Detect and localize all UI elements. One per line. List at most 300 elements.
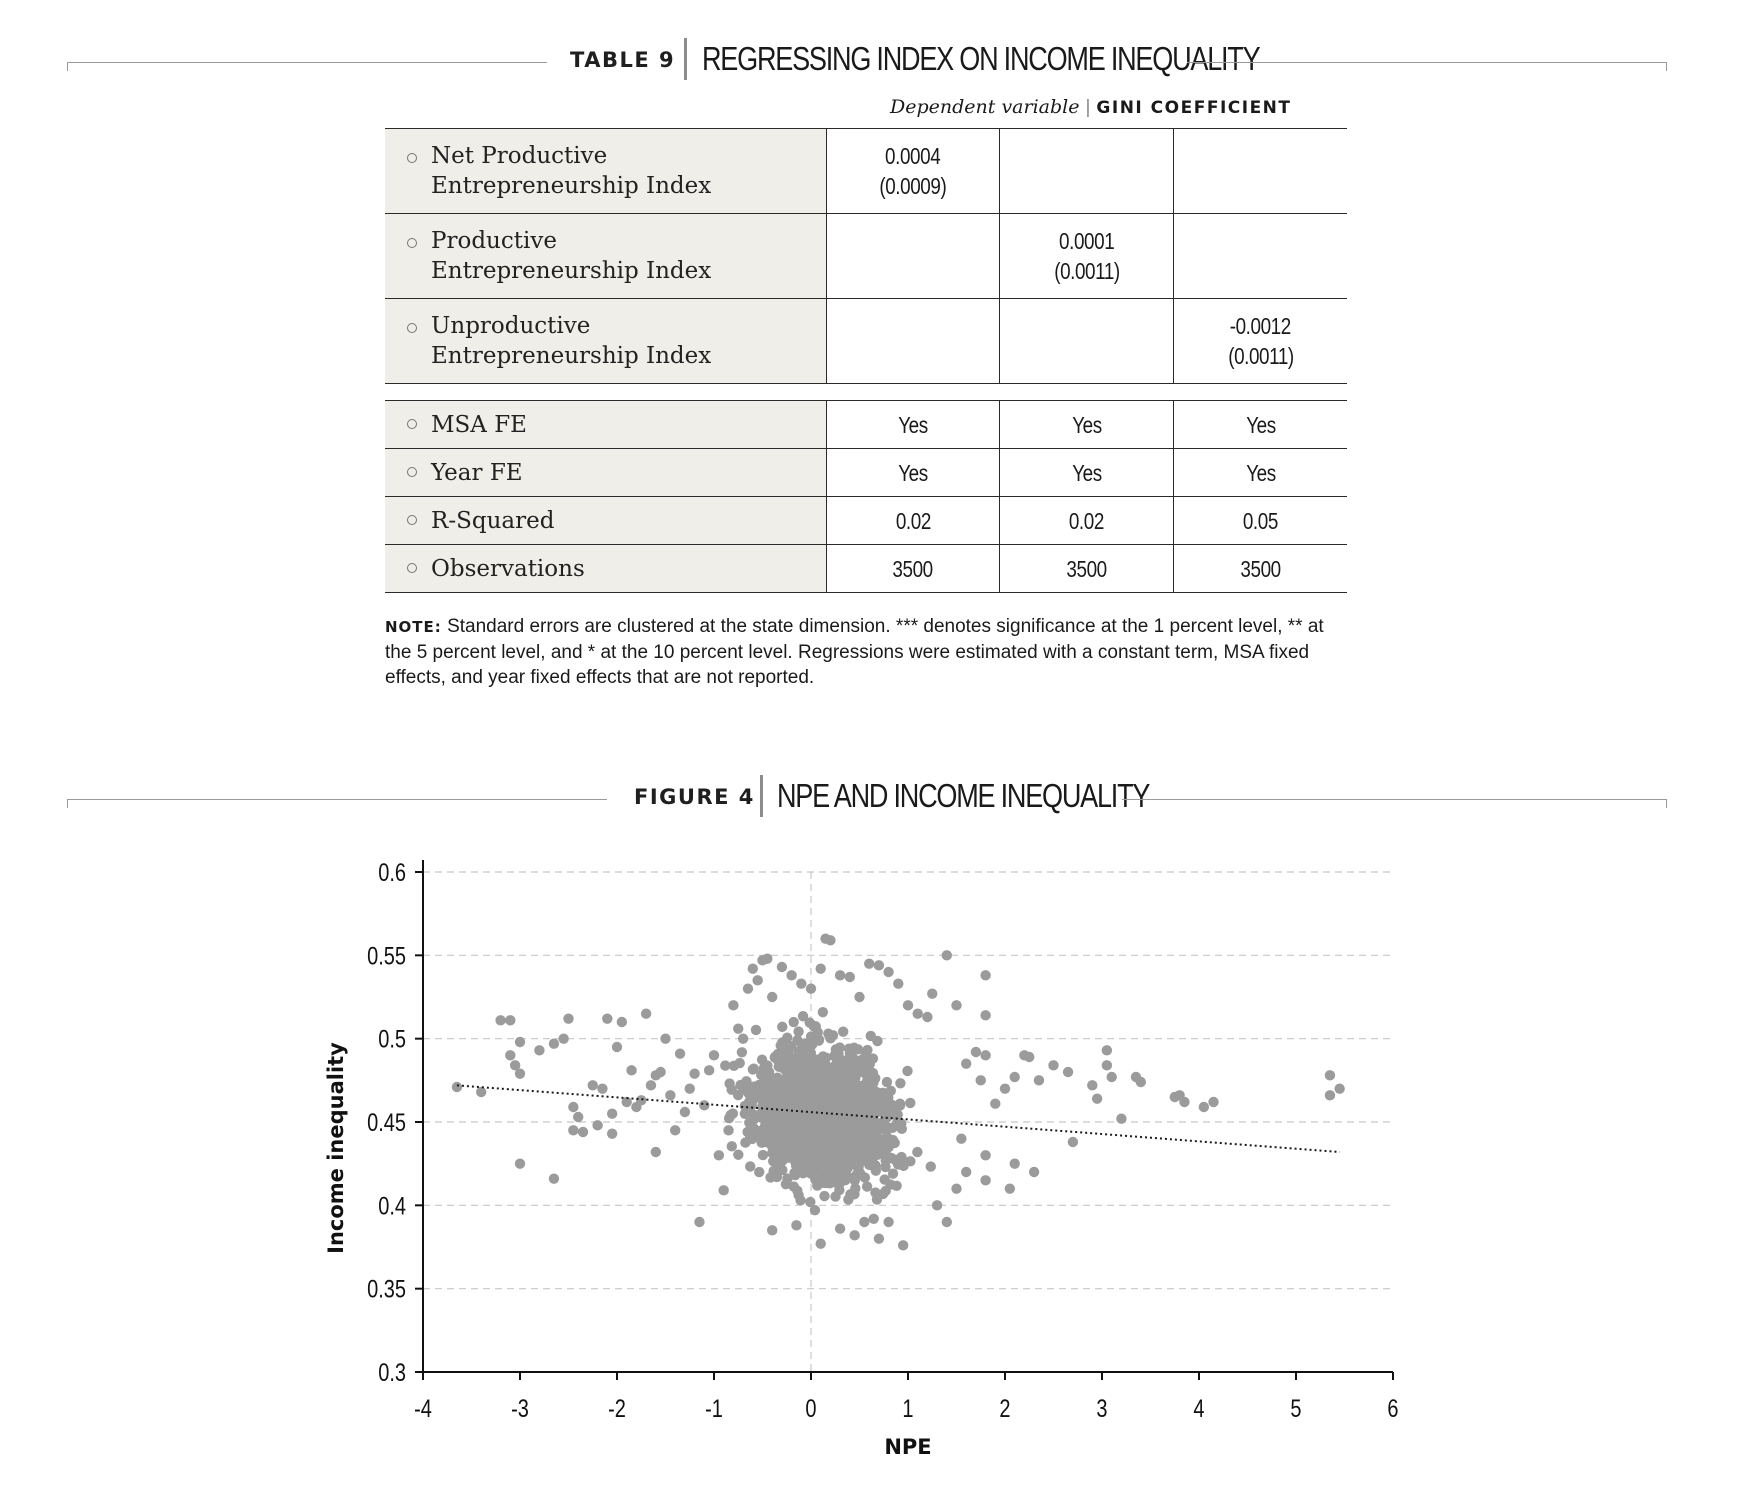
scatter-point [744, 1089, 754, 1099]
coefficient: 0.0001 [1059, 228, 1115, 254]
scatter-point [971, 1047, 981, 1057]
scatter-point [749, 1063, 759, 1073]
scatter-point [733, 1023, 743, 1033]
coef-cell [1000, 214, 1174, 299]
scatter-point [602, 1013, 612, 1023]
scatter-point [779, 1124, 789, 1134]
scatter-point [597, 1083, 607, 1093]
table-note [385, 614, 1345, 690]
scatter-point [748, 963, 758, 973]
scatter-point [568, 1125, 578, 1135]
header-divider [684, 38, 687, 80]
stat-value: 0.02 [895, 507, 931, 534]
scatter-point [1024, 1052, 1034, 1062]
stat-cell [1000, 401, 1174, 449]
scatter-point [727, 1141, 737, 1151]
scatter-point [807, 1064, 817, 1074]
coefficient: 0.0004 [885, 143, 941, 169]
header-rule-left [67, 799, 607, 800]
row-label [385, 311, 826, 371]
y-tick-label: 0.35 [367, 1275, 406, 1304]
y-tick-label: 0.3 [378, 1358, 406, 1387]
x-tick-label: -2 [608, 1394, 626, 1423]
scatter-point [770, 1146, 780, 1156]
coef-cell [826, 214, 1000, 299]
scatter-point [837, 1120, 847, 1130]
scatter-point [868, 1068, 878, 1078]
scatter-point [848, 1079, 858, 1089]
bullet-icon [407, 419, 417, 429]
scatter-point [912, 1147, 922, 1157]
y-tick-label: 0.4 [378, 1192, 406, 1220]
scatter-point [665, 1090, 675, 1100]
scatter-point [786, 970, 796, 980]
stat-value: 0.05 [1243, 507, 1279, 534]
standard-error: (0.0011) [1227, 343, 1294, 369]
scatter-point [1102, 1045, 1112, 1055]
scatter-point [777, 1075, 787, 1085]
row-label: Observations [431, 555, 585, 582]
scatter-point [723, 1125, 733, 1135]
scatter-point [980, 1150, 990, 1160]
scatter-point [680, 1107, 690, 1117]
stat-cell [826, 401, 1000, 449]
table-row [385, 299, 1347, 384]
stat-cell [826, 497, 1000, 545]
scatter-point [835, 1223, 845, 1233]
scatter-point [767, 1225, 777, 1235]
scatter-point [651, 1147, 661, 1157]
scatter-point [926, 1161, 936, 1171]
scatter-point [990, 1098, 1000, 1108]
scatter-point [762, 953, 772, 963]
scatter-point [1092, 1093, 1102, 1103]
scatter-point [549, 1173, 559, 1183]
table-row [385, 497, 1347, 545]
scatter-point [759, 1062, 769, 1072]
scatter-point [791, 1220, 801, 1230]
stat-value: 3500 [1240, 555, 1281, 582]
regression-table [385, 128, 1347, 593]
row-label-line1: Productive [431, 228, 557, 254]
scatter-point [886, 1086, 896, 1096]
row-label: Year FE [431, 459, 523, 486]
scatter-point [818, 1007, 828, 1017]
scatter-point [961, 1167, 971, 1177]
scatter-point [1199, 1102, 1209, 1112]
scatter-point [835, 1178, 845, 1188]
coef-cell [1174, 129, 1347, 214]
note-text: Standard errors are clustered at the state dimension. *** denotes significance at the 1 percent level, ** at the 5 percent level, and * at the 10 percent level. Regressions were estimated with a constant term, MSA fixed effects, and year fixed effects that are not reported. [385, 616, 1324, 688]
scatter-point [893, 1159, 903, 1169]
scatter-point [767, 992, 777, 1002]
bullet-icon [407, 238, 417, 248]
scatter-point [534, 1045, 544, 1055]
stat-cell [1000, 497, 1174, 545]
scatter-point [780, 1114, 790, 1124]
coef-cell [826, 299, 1000, 384]
stat-value: Yes [1245, 459, 1276, 486]
row-label-line1: Unproductive [431, 313, 591, 339]
row-label [385, 141, 826, 201]
scatter-point [685, 1083, 695, 1093]
scatter-point [857, 1149, 867, 1159]
scatter-point [831, 1059, 841, 1069]
y-axis-label: Income inequality [324, 1042, 348, 1254]
scatter-point [927, 988, 937, 998]
scatter-point [811, 1021, 821, 1031]
scatter-point [743, 983, 753, 993]
scatter-point [874, 1233, 884, 1243]
scatter-point [495, 1015, 505, 1025]
header-rule-tick [67, 799, 68, 808]
scatter-point [823, 1121, 833, 1131]
scatter-point [819, 1191, 829, 1201]
scatter-point [751, 1025, 761, 1035]
scatter-point [558, 1033, 568, 1043]
row-label: MSA FE [431, 411, 527, 438]
x-tick-label: -1 [705, 1394, 723, 1423]
scatter-point [1048, 1060, 1058, 1070]
scatter-point [704, 1065, 714, 1075]
scatter-point [951, 1183, 961, 1193]
scatter-point [719, 1185, 729, 1195]
scatter-point [980, 970, 990, 980]
scatter-point [980, 1175, 990, 1185]
scatter-point [807, 1090, 817, 1100]
scatter-point [902, 1066, 912, 1076]
scatter-point [891, 1181, 901, 1191]
scatter-point [846, 1050, 856, 1060]
header-divider [760, 775, 763, 817]
scatter-point [752, 975, 762, 985]
y-tick-label: 0.5 [378, 1025, 406, 1054]
scatter-point [689, 1068, 699, 1078]
scatter-point [795, 1165, 805, 1175]
scatter-point [758, 1150, 768, 1160]
table-spacer [385, 384, 1347, 401]
bullet-icon [407, 467, 417, 477]
scatter-point [866, 1031, 876, 1041]
scatter-point [563, 1013, 573, 1023]
stat-value: Yes [1072, 411, 1102, 438]
stat-cell [1174, 401, 1347, 449]
scatter-point [870, 1187, 880, 1197]
scatter-point [942, 1217, 952, 1227]
bullet-icon [407, 323, 417, 333]
scatter-point [812, 1115, 822, 1125]
scatter-point [745, 1161, 755, 1171]
scatter-point [626, 1065, 636, 1075]
scatter-point [573, 1112, 583, 1122]
scatter-point [740, 1109, 750, 1119]
header-rule-tick [67, 62, 68, 71]
scatter-point [823, 1096, 833, 1106]
scatter-point [515, 1037, 525, 1047]
scatter-point [826, 1147, 836, 1157]
row-label-cell [385, 214, 826, 299]
scatter-point [770, 1052, 780, 1062]
scatter-point [1029, 1167, 1039, 1177]
header-rule-right [1187, 62, 1667, 63]
scatter-point [862, 1181, 872, 1191]
scatter-point [1034, 1075, 1044, 1085]
scatter-point [1005, 1183, 1015, 1193]
figure-title: NPE AND INCOME INEQUALITY [777, 777, 1150, 814]
y-tick-label: 0.6 [378, 858, 406, 887]
x-tick-label: -3 [511, 1394, 529, 1423]
scatter-point [845, 972, 855, 982]
scatter-point [1000, 1083, 1010, 1093]
scatter-point [515, 1158, 525, 1168]
scatter-point [781, 1179, 791, 1189]
scatter-point [830, 1191, 840, 1201]
x-tick-label: 5 [1290, 1394, 1302, 1423]
scatter-point [980, 1050, 990, 1060]
scatter-point [895, 1100, 905, 1110]
scatter-point [823, 1028, 833, 1038]
row-label-cell [385, 401, 826, 449]
row-label-line2: Entrepreneurship Index [431, 343, 712, 369]
scatter-point [1063, 1067, 1073, 1077]
table-row [385, 401, 1347, 449]
scatter-point [735, 1080, 745, 1090]
row-label-line2: Entrepreneurship Index [431, 258, 712, 284]
coef-cell [1174, 214, 1347, 299]
scatter-point [898, 1240, 908, 1250]
scatter-point [895, 1078, 905, 1088]
stat-value: 0.02 [1069, 507, 1105, 534]
scatter-point [714, 1150, 724, 1160]
scatter-point [883, 1217, 893, 1227]
scatter-point [866, 1091, 876, 1101]
scatter-point [578, 1127, 588, 1137]
scatter-point [853, 1161, 863, 1171]
scatter-point [864, 958, 874, 968]
x-axis-label: NPE [884, 1435, 932, 1459]
x-tick-label: 4 [1193, 1394, 1205, 1423]
table-label: TABLE 9 [570, 48, 676, 72]
scatter-point [806, 983, 816, 993]
scatter-point [759, 1105, 769, 1115]
scatter-point [476, 1087, 486, 1097]
scatter-point [777, 1022, 787, 1032]
figure-label: FIGURE 4 [634, 785, 755, 809]
x-tick-label: 1 [902, 1394, 914, 1423]
x-tick-label: -4 [414, 1394, 432, 1423]
scatter-point [867, 1118, 877, 1128]
scatter-point [1087, 1080, 1097, 1090]
coefficient: -0.0012 [1230, 313, 1292, 339]
scatter-point [777, 1165, 787, 1175]
x-tick-label: 2 [999, 1394, 1011, 1423]
scatter-point [1068, 1137, 1078, 1147]
scatter-point [592, 1120, 602, 1130]
scatter-point [720, 1060, 730, 1070]
stat-cell [826, 545, 1000, 593]
stat-value: 3500 [892, 555, 934, 582]
scatter-point [862, 1078, 872, 1088]
bullet-icon [407, 153, 417, 163]
scatter-point [452, 1082, 462, 1092]
scatter-chart [0, 820, 1740, 1460]
scatter-point [737, 1047, 747, 1057]
scatter-point [867, 1137, 877, 1147]
scatter-point [754, 1092, 764, 1102]
scatter-point [880, 1186, 890, 1196]
scatter-point [922, 1012, 932, 1022]
scatter-point [859, 1062, 869, 1072]
scatter-point [956, 1133, 966, 1143]
x-tick-label: 6 [1387, 1394, 1399, 1423]
scatter-point [980, 1010, 990, 1020]
stat-cell [1000, 545, 1174, 593]
coef-cell [1000, 129, 1174, 214]
scatter-point [1179, 1097, 1189, 1107]
scatter-point [854, 1101, 864, 1111]
scatter-point [588, 1080, 598, 1090]
scatter-point [1136, 1077, 1146, 1087]
figure-header [67, 775, 1667, 825]
scatter-point [655, 1067, 665, 1077]
scatter-point [876, 1095, 886, 1105]
scatter-point [838, 1026, 848, 1036]
row-label-cell [385, 497, 826, 545]
scatter-point [796, 978, 806, 988]
table-row [385, 129, 1347, 214]
scatter-point [728, 1108, 738, 1118]
scatter-point [814, 1168, 824, 1178]
spacer-cell [385, 384, 1347, 401]
scatter-point [835, 970, 845, 980]
y-tick-label: 0.45 [367, 1108, 406, 1137]
scatter-point [893, 978, 903, 988]
scatter-point [942, 950, 952, 960]
scatter-point [806, 1048, 816, 1058]
scatter-point [1325, 1090, 1335, 1100]
scatter-point [777, 962, 787, 972]
bullet-icon [407, 515, 417, 525]
scatter-point [819, 1054, 829, 1064]
scatter-point [788, 1017, 798, 1027]
bullet-icon [407, 563, 417, 573]
scatter-point [814, 1139, 824, 1149]
row-label-cell [385, 129, 826, 214]
dependent-label: Dependent variable [890, 96, 1080, 118]
note-label: NOTE: [385, 618, 442, 636]
scatter-point [843, 1194, 853, 1204]
scatter-point [515, 1068, 525, 1078]
stat-cell [1174, 497, 1347, 545]
row-label-line1: Net Productive [431, 143, 608, 169]
table-row [385, 545, 1347, 593]
header-rule-left [67, 62, 547, 63]
scatter-point [831, 1044, 841, 1054]
coef-cell [1174, 299, 1347, 384]
stat-value: Yes [898, 459, 928, 486]
row-label: R-Squared [431, 507, 555, 534]
scatter-point [646, 1080, 656, 1090]
scatter-point [913, 1008, 923, 1018]
scatter-point [1010, 1072, 1020, 1082]
scatter-point [839, 1153, 849, 1163]
row-label-cell [385, 545, 826, 593]
scatter-point [805, 1197, 815, 1207]
scatter-point [1325, 1070, 1335, 1080]
scatter-point [675, 1048, 685, 1058]
scatter-point [869, 1214, 879, 1224]
scatter-point [816, 1238, 826, 1248]
scatter-point [699, 1100, 709, 1110]
table-row [385, 214, 1347, 299]
stat-cell [1000, 449, 1174, 497]
y-tick-label: 0.55 [367, 942, 406, 970]
stat-value: Yes [898, 411, 928, 438]
scatter-point [607, 1108, 617, 1118]
scatter-point [728, 1000, 738, 1010]
scatter-point [859, 1217, 869, 1227]
scatter-point [905, 1098, 915, 1108]
header-rule-tick [1666, 799, 1667, 808]
stat-cell [1174, 449, 1347, 497]
scatter-point [670, 1125, 680, 1135]
scatter-point [790, 1115, 800, 1125]
coef-cell [826, 129, 1000, 214]
scatter-point [816, 963, 826, 973]
scatter-point [1010, 1158, 1020, 1168]
standard-error: (0.0009) [879, 173, 947, 199]
scatter-point [903, 1000, 913, 1010]
row-label [385, 226, 826, 286]
stat-cell [1174, 545, 1347, 593]
scatter-point [738, 1033, 748, 1043]
coef-cell [1000, 299, 1174, 384]
scatter-point [766, 1075, 776, 1085]
scatter-point [636, 1095, 646, 1105]
standard-error: (0.0011) [1053, 258, 1120, 284]
scatter-point [777, 1155, 787, 1165]
scatter-point [961, 1058, 971, 1068]
caption-separator: | [1085, 97, 1091, 118]
scatter-point [852, 1089, 862, 1099]
scatter-point [754, 1167, 764, 1177]
scatter-point [770, 1096, 780, 1106]
header-rule-right [1122, 799, 1667, 800]
row-label-cell [385, 299, 826, 384]
scatter-point [757, 1137, 767, 1147]
row-label-line2: Entrepreneurship Index [431, 173, 712, 199]
scatter-point [976, 1075, 986, 1085]
scatter-point [794, 1077, 804, 1087]
scatter-point [790, 1091, 800, 1101]
scatter-point [879, 1174, 889, 1184]
scatter-point [849, 1230, 859, 1240]
scatter-point [505, 1015, 515, 1025]
scatter-point [802, 1154, 812, 1164]
scatter-point [735, 1058, 745, 1068]
x-tick-label: 3 [1096, 1394, 1108, 1423]
table-header [67, 38, 1667, 88]
scatter-point [854, 992, 864, 1002]
scatter-point [768, 1156, 778, 1166]
scatter-point [951, 1000, 961, 1010]
scatter-point [778, 1135, 788, 1145]
scatter-point [786, 1041, 796, 1051]
scatter-point [733, 1090, 743, 1100]
scatter-point [733, 1150, 743, 1160]
scatter-point [505, 1050, 515, 1060]
scatter-point [798, 1011, 808, 1021]
